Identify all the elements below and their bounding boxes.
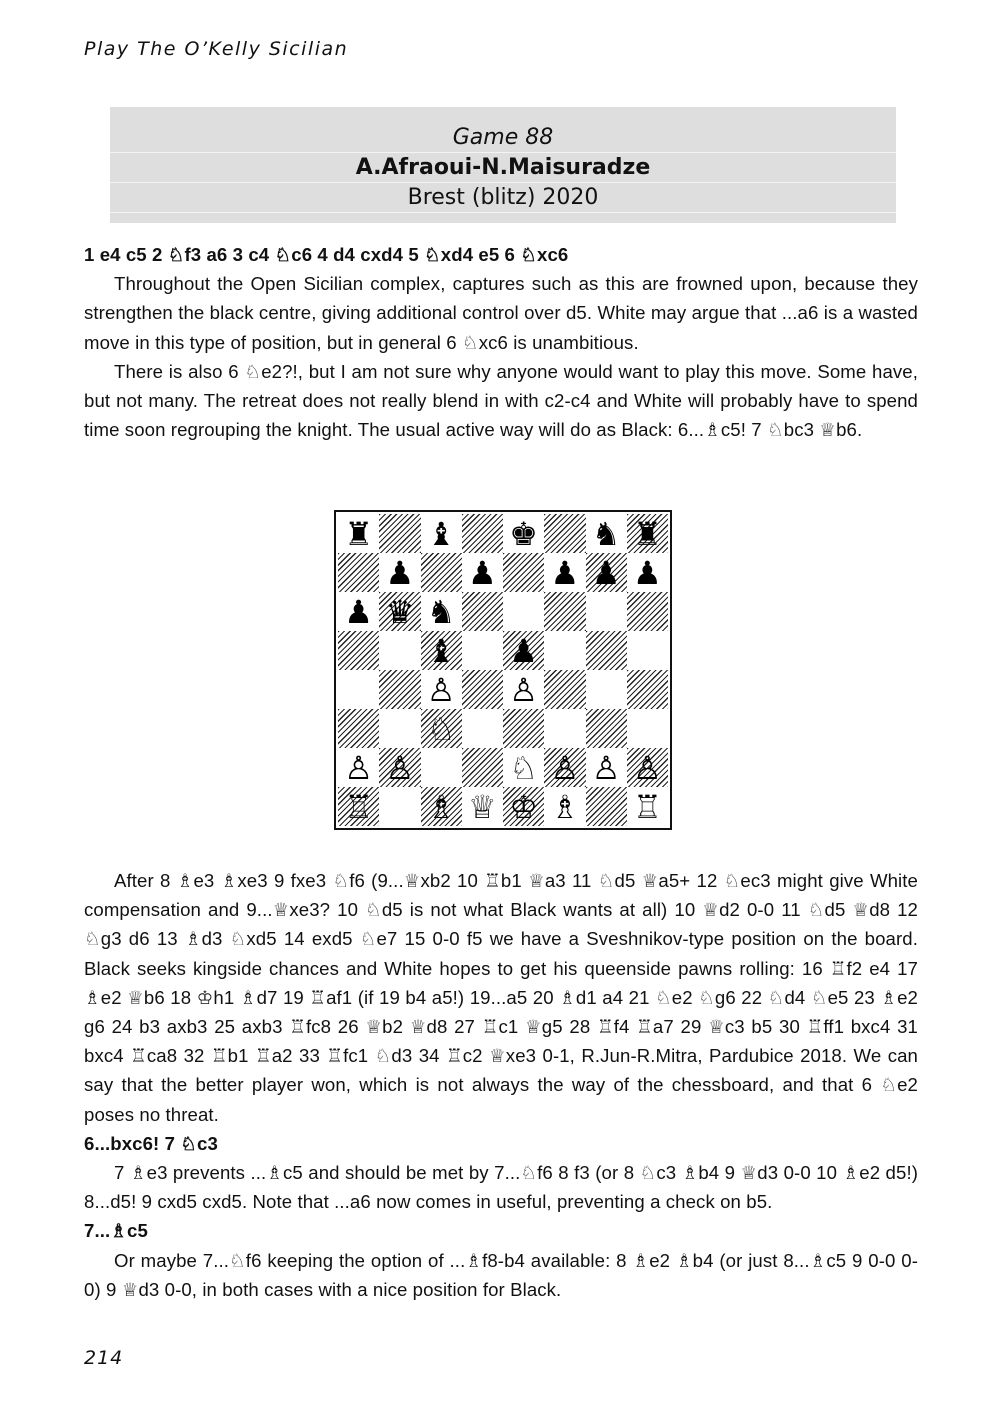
main-line-moves: 1 e4 c5 2 ♘f3 a6 3 c4 ♘c6 4 d4 cxd4 5 ♘xd4 e5 6 ♘xc6: [84, 244, 569, 265]
chess-piece: ♞: [426, 592, 456, 631]
square-a7: [338, 553, 379, 592]
chess-piece: ♜: [344, 514, 373, 553]
square-g3: [586, 709, 627, 748]
paragraph: 7 ♗e3 prevents ...♗c5 and should be met by 7...♘f6 8 f3 (or 8 ♘c3 ♗b4 9 ♕d3 0-0 10 ♗e2 d5!) 8...d5! 9 cxd5 cxd5. Note that ...a6 now comes in useful, preventing a check on b5.: [84, 1162, 918, 1213]
square-b4: [379, 670, 420, 709]
page-number: 214: [84, 1347, 124, 1369]
square-g7: [586, 553, 627, 592]
square-g1: [586, 787, 627, 826]
chess-piece: ♖: [633, 787, 662, 826]
text-block-bottom: [84, 866, 918, 1304]
square-h5: [627, 631, 668, 670]
game-number: Game 88: [110, 123, 896, 153]
paragraph: Throughout the Open Sicilian complex, captures such as this are frowned upon, because they strengthen the black centre, giving additional control over d5. White may argue that ...a6 is a wasted move in this type of position, but in general 6 ♘xc6 is unambitious.: [84, 273, 918, 353]
square-f3: [544, 709, 585, 748]
square-h6: [627, 592, 668, 631]
square-a3: [338, 709, 379, 748]
square-g5: [586, 631, 627, 670]
game-players: A.Afraoui-N.Maisuradze: [110, 153, 896, 183]
chess-piece: ♟: [633, 553, 662, 592]
chess-piece: ♔: [509, 787, 538, 826]
square-c6: [421, 592, 462, 631]
chess-piece: ♝: [426, 631, 456, 670]
square-d6: [462, 592, 503, 631]
paragraph: After 8 ♗e3 ♗xe3 9 fxe3 ♘f6 (9...♕xb2 10 ♖b1 ♕a3 11 ♘d5 ♕a5+ 12 ♘ec3 might give White compensation and 9...♕xe3? 10 ♘d5 is not what Black wants at all) 10 ♕d2 0-0 11 ♘d5 ♕d8 12 ♘g3 d6 13 ♗d3 ♘xd5 14 exd5 ♘e7 15 0-0 f5 we have a Sveshnikov-type position on the board. Black seeks kingside chances and White hopes to get his queenside pawns rolling: 16 ♖f2 e4 17 ♗e2 ♕b6 18 ♔h1 ♗d7 19 ♖af1 (if 19 b4 a5!) 19...a5 20 ♗d1 a4 21 ♘e2 ♘g6 22 ♘d4 ♘e5 23 ♗e2 g6 24 b3 axb3 25 axb3 ♖fc8 26 ♕b2 ♕d8 27 ♖c1 ♕g5 28 ♖f4 ♖a7 29 ♕c3 b5 30 ♖ff1 bxc4 31 bxc4 ♖ca8 32 ♖b1 ♖a2 33 ♖fc1 ♘d3 34 ♖c2 ♕xe3 0-1, R.Jun-R.Mitra, Pardubice 2018. We can say that the better player won, which is not always the way of the chessboard, and that 6 ♘e2 poses no threat.: [84, 870, 918, 1125]
game-event: Brest (blitz) 2020: [110, 183, 896, 213]
chess-piece: ♙: [591, 748, 621, 787]
square-c1: [421, 787, 462, 826]
chess-piece: ♘: [426, 709, 456, 748]
square-d7: [462, 553, 503, 592]
square-f5: [544, 631, 585, 670]
chess-piece: ♟: [550, 553, 580, 592]
chess-piece: ♟: [344, 592, 373, 631]
square-e8: [503, 514, 544, 553]
square-h1: [627, 787, 668, 826]
square-c5: [421, 631, 462, 670]
square-e1: [503, 787, 544, 826]
chess-piece: ♗: [550, 787, 580, 826]
chess-piece: ♟: [385, 553, 415, 592]
chess-piece: ♙: [426, 670, 456, 709]
square-a8: [338, 514, 379, 553]
chess-piece: ♝: [426, 514, 456, 553]
square-e6: [503, 592, 544, 631]
chess-piece: ♘: [509, 748, 538, 787]
square-d4: [462, 670, 503, 709]
chess-piece: ♗: [426, 787, 456, 826]
square-e3: [503, 709, 544, 748]
chess-piece: ♖: [344, 787, 373, 826]
chess-piece: ♞: [591, 514, 621, 553]
square-g2: [586, 748, 627, 787]
running-head: Play The O’Kelly Sicilian: [84, 38, 349, 60]
square-f6: [544, 592, 585, 631]
square-h2: [627, 748, 668, 787]
chess-piece: ♜: [633, 514, 662, 553]
square-g4: [586, 670, 627, 709]
square-d1: [462, 787, 503, 826]
chess-board: [338, 514, 668, 826]
square-f7: [544, 553, 585, 592]
square-f8: [544, 514, 585, 553]
square-b7: [379, 553, 420, 592]
chess-piece: ♙: [550, 748, 580, 787]
square-a5: [338, 631, 379, 670]
main-line-moves: 6...bxc6! 7 ♘c3: [84, 1132, 218, 1154]
square-h7: [627, 553, 668, 592]
square-b6: [379, 592, 420, 631]
square-g6: [586, 592, 627, 631]
square-b3: [379, 709, 420, 748]
square-e2: [503, 748, 544, 787]
text-block-top: [84, 240, 918, 444]
square-f1: [544, 787, 585, 826]
square-f2: [544, 748, 585, 787]
square-d3: [462, 709, 503, 748]
chess-piece: ♙: [344, 748, 373, 787]
chess-piece: ♟: [509, 631, 538, 670]
square-g8: [586, 514, 627, 553]
chess-diagram: [334, 510, 672, 830]
paragraph: There is also 6 ♘e2?!, but I am not sure why anyone would want to play this move. Some have, but not many. The retreat does not really blend in with c2-c4 and White will probably have to spend time soon regrouping the knight. The usual active way will do as Black: 6...♗c5! 7 ♘bc3 ♕b6.: [84, 360, 918, 441]
square-c8: [421, 514, 462, 553]
square-e4: [503, 670, 544, 709]
chess-piece: ♙: [385, 748, 415, 787]
chess-piece: ♙: [633, 748, 662, 787]
square-h4: [627, 670, 668, 709]
square-h8: [627, 514, 668, 553]
square-e5: [503, 631, 544, 670]
chess-piece: ♚: [509, 514, 538, 553]
square-a2: [338, 748, 379, 787]
chess-piece: ♟: [468, 553, 497, 592]
square-b8: [379, 514, 420, 553]
square-b2: [379, 748, 420, 787]
square-f4: [544, 670, 585, 709]
square-b5: [379, 631, 420, 670]
square-c2: [421, 748, 462, 787]
square-d2: [462, 748, 503, 787]
chess-piece: ♟: [591, 553, 621, 592]
square-e7: [503, 553, 544, 592]
main-line-moves: 7...♗c5: [84, 1220, 148, 1242]
game-header: [110, 107, 896, 223]
square-d8: [462, 514, 503, 553]
chess-piece: ♛: [385, 592, 415, 631]
square-c7: [421, 553, 462, 592]
square-a1: [338, 787, 379, 826]
square-b1: [379, 787, 420, 826]
chess-piece: ♕: [468, 787, 497, 826]
square-d5: [462, 631, 503, 670]
square-c3: [421, 709, 462, 748]
square-a4: [338, 670, 379, 709]
square-h3: [627, 709, 668, 748]
square-a6: [338, 592, 379, 631]
square-c4: [421, 670, 462, 709]
paragraph: Or maybe 7...♘f6 keeping the option of ...♗f8-b4 available: 8 ♗e2 ♗b4 (or just 8...♗c5 9 0-0 0-0) 9 ♕d3 0-0, in both cases with a nice position for Black.: [84, 1249, 918, 1300]
chess-piece: ♙: [509, 670, 538, 709]
